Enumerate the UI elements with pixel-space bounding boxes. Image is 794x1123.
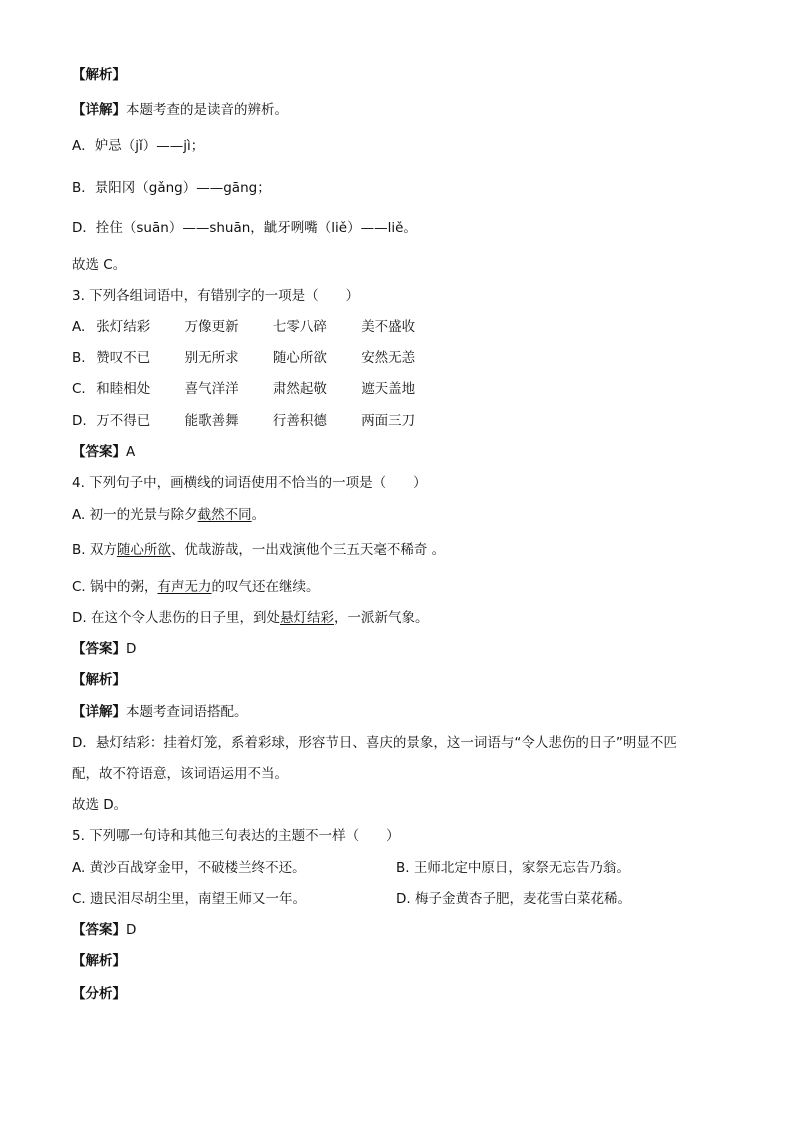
option-label: B. [72,350,86,366]
q2-detail [72,101,288,119]
q4-option-b [72,541,445,559]
option-word: 随心所欲 [272,350,327,366]
q2-line-d: D．拴住（suān）——shuān，龇牙咧嘴（liě）——liě。 [72,220,417,236]
q4-d-pre: D. 在这个令人悲伤的日子里，到处 [72,610,280,626]
q5-fenxi-heading [72,985,126,1003]
q4-answer-value: D [126,641,137,657]
q5-answer-value: D [126,922,137,938]
option-word: 行善积德 [272,413,327,429]
q4-detail-text: 本题考查词语搭配。 [126,704,248,720]
q2-conclusion: 故选 C。 [72,257,127,273]
jiexi-label: 【解析】 [72,672,126,688]
q4-answer [72,640,136,658]
q4-option-c [72,578,320,596]
option-word: 七零八碎 [272,319,327,335]
q4-stem: 4. 下列句子中，画横线的词语使用不恰当的一项是（ ） [72,475,427,491]
option-word: 遮天盖地 [361,381,416,397]
q4-b-post: 、优哉游哉，一出戏演他个三五天毫不稀奇 。 [170,542,446,558]
q4-option-a [72,506,265,524]
option-word: 万像更新 [184,319,239,335]
q4-c-post: 的叹气还在继续。 [211,579,320,595]
q2-jiexi-heading [72,66,126,84]
q5-option-a: A. 黄沙百战穿金甲，不破楼兰终不还。 [72,860,306,876]
answer-label: 【答案】 [72,444,126,460]
option-word: 两面三刀 [361,413,416,429]
q4-c-underlined: 有声无力 [157,579,212,595]
q2-line-a: A．妒忌（jǐ）——jì； [72,138,205,154]
option-word: 别无所求 [184,350,239,366]
q3-answer [72,443,135,461]
option-word: 张灯结彩 [96,319,151,335]
q4-b-underlined: 随心所欲 [116,542,171,558]
option-word: 安然无恙 [361,350,416,366]
option-word: 万不得已 [96,413,151,429]
jiexi-label: 【解析】 [72,67,126,83]
option-word: 喜气洋洋 [184,381,239,397]
q4-a-post: 。 [251,507,266,523]
q4-jiexi-heading [72,671,126,689]
q4-d-post: ，一派新气象。 [333,610,429,626]
option-label: C. [72,381,86,397]
detail-label: 【详解】 [72,102,126,118]
q2-line-b: B．景阳冈（gǎng）——gāng； [72,180,271,196]
q4-detail [72,703,248,721]
q5-option-b: B. 王师北定中原日，家祭无忘告乃翁。 [396,860,630,876]
detail-label: 【详解】 [72,704,126,720]
q5-answer [72,921,136,939]
q5-stem: 5. 下列哪一句诗和其他三句表达的主题不一样（ ） [72,828,400,844]
q4-c-pre: C. 锅中的粥， [72,579,158,595]
q3-option-a [72,318,445,336]
q4-b-pre: B. 双方 [72,542,117,558]
q5-jiexi-heading [72,952,126,970]
option-word: 赞叹不已 [96,350,151,366]
option-word: 能歌善舞 [184,413,239,429]
option-word: 肃然起敬 [272,381,327,397]
q5-option-d: D. 梅子金黄杏子肥，麦花雪白菜花稀。 [396,891,631,907]
q4-explanation-line2: 配，故不符语意，该词语运用不当。 [72,766,288,782]
jiexi-label: 【解析】 [72,953,126,969]
q2-detail-text: 本题考查的是读音的辨析。 [126,102,288,118]
q3-option-c [72,380,445,398]
option-label: A. [72,319,86,335]
q4-option-d [72,609,428,627]
fenxi-label: 【分析】 [72,986,126,1002]
q3-option-d [72,412,445,430]
answer-label: 【答案】 [72,922,126,938]
option-word: 和睦相处 [96,381,151,397]
q3-stem: 3. 下列各组词语中，有错别字的一项是（ ） [72,288,360,304]
option-label: D. [72,413,87,429]
q4-a-underlined: 截然不同 [197,507,252,523]
q5-option-c: C. 遗民泪尽胡尘里，南望王师又一年。 [72,891,307,907]
q3-option-b [72,349,445,367]
answer-label: 【答案】 [72,641,126,657]
q3-answer-value: A [126,444,136,460]
q4-explanation-line1: D．悬灯结彩：挂着灯笼，系着彩球，形容节日、喜庆的景象，这一词语与“令人悲伤的日子”明显不匹 [72,735,677,751]
q4-a-pre: A. 初一的光景与除夕 [72,507,198,523]
q4-d-underlined: 悬灯结彩 [279,610,334,626]
option-word: 美不盛收 [361,319,416,335]
q4-conclusion: 故选 D。 [72,797,128,813]
